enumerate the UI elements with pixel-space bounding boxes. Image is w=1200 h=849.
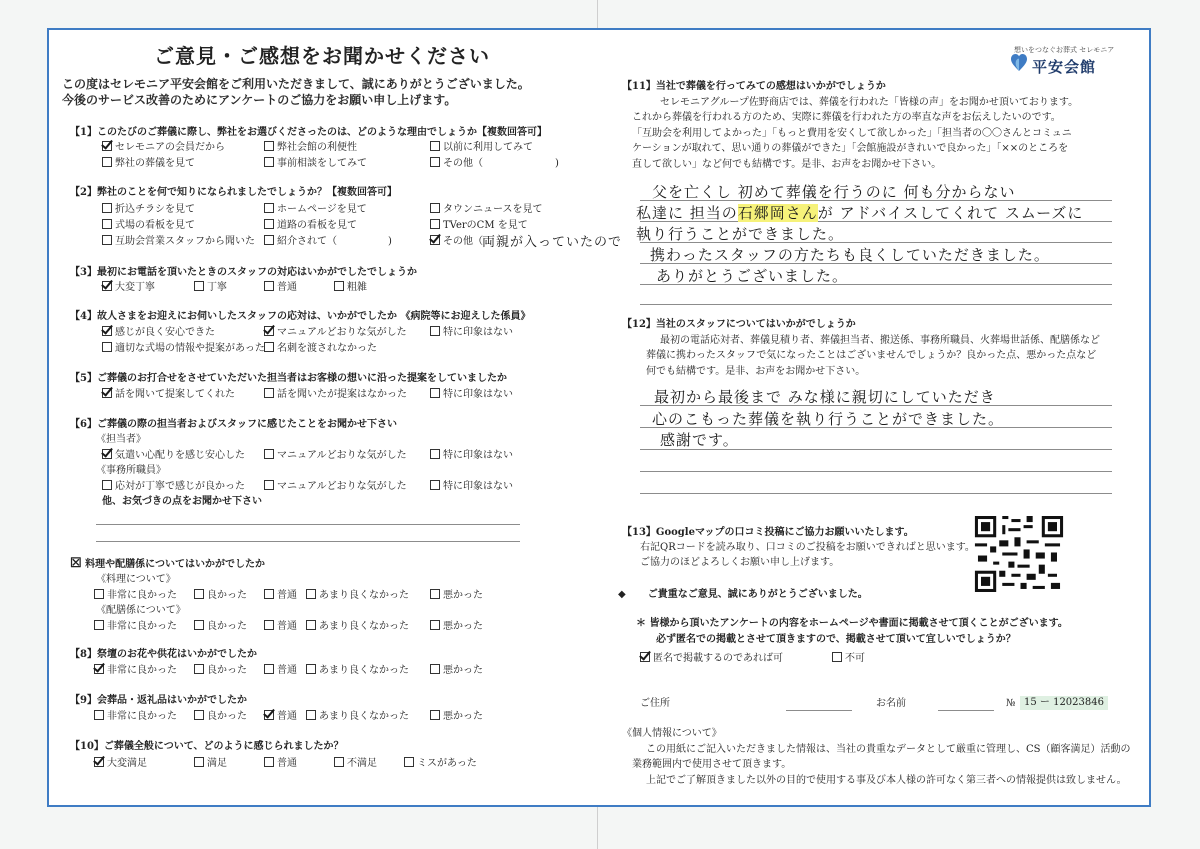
- q6-other-label: 他、お気づきの点をお聞かせ下さい: [102, 496, 262, 507]
- q6-sub-office: 《事務所職員》: [96, 465, 166, 476]
- q7-serving-opt-1[interactable]: 非常に良かった: [94, 620, 177, 634]
- q2-opt-road-sign[interactable]: 道路の看板を見て: [264, 219, 357, 233]
- q3-opt-polite[interactable]: 丁寧: [194, 281, 227, 295]
- q9-opt-3[interactable]: 普通: [264, 710, 297, 724]
- q6-manager-opt-2[interactable]: マニュアルどおりな気がした: [264, 449, 407, 463]
- address-label: ご住所: [640, 698, 670, 709]
- q6-office-opt-1[interactable]: 応対が丁寧で感じが良かった: [102, 480, 245, 494]
- q7-serving-opt-5[interactable]: 悪かった: [430, 620, 483, 634]
- q2-opt-townnews[interactable]: タウンニュースを見て: [430, 203, 543, 217]
- q4-opt-no-card[interactable]: 名刺を渡されなかった: [264, 342, 377, 356]
- page-title: ご意見・ご感想をお聞かせください: [154, 44, 490, 68]
- q11-line-5: 直して欲しい」など何でも結構です。是非、お声をお聞かせ下さい。: [632, 159, 942, 170]
- q12-line-2: 葬儀に携わったスタッフで気になったことはございませんでしょうか？良かった点、悪かった点など: [646, 350, 1097, 361]
- q12-hand-3: 感謝です。: [660, 431, 739, 449]
- q12-hand-2: 心のこもった葬儀を執り行うことができました。: [652, 410, 1005, 428]
- q4-opt-manual[interactable]: マニュアルどおりな気がした: [264, 326, 407, 340]
- q4-opt-venue-info[interactable]: 適切な式場の情報や提案があった: [102, 342, 265, 356]
- q2-title: 【2】弊社のことを何で知りになられましたでしょうか？【複数回答可】: [70, 187, 397, 198]
- q4-opt-reassuring[interactable]: 感じが良く安心できた: [102, 326, 215, 340]
- q11-answer-line-6[interactable]: [640, 304, 1112, 305]
- q13-line-2: ご協力のほどよろしくお願い申し上げます。: [640, 557, 840, 568]
- q11-line-4: ケーションが取れて、思い通りの葬儀ができた」「会館施設がきれいで良かった」「××のところを: [632, 143, 1069, 154]
- q2-opt-homepage[interactable]: ホームページを見て: [264, 203, 367, 217]
- q1-opt-saw-funeral[interactable]: 弊社の葬儀を見て: [102, 157, 195, 171]
- q8-opt-1[interactable]: 非常に良かった: [94, 664, 177, 678]
- q6-answer-line-1[interactable]: [96, 524, 520, 525]
- q7-food-opt-4[interactable]: あまり良くなかった: [306, 589, 409, 603]
- q10-opt-4[interactable]: 不満足: [334, 757, 377, 771]
- q11-hand-2: 私達に 担当の石郷岡さんが アドバイスしてくれて スムーズに: [636, 204, 1084, 222]
- q6-office-opt-3[interactable]: 特に印象はない: [430, 480, 513, 494]
- publish-line-1: ＊ 皆様から頂いたアンケートの内容をホームページや書面に掲載させて頂くことがございます。: [636, 618, 1068, 629]
- q11-line-2: これから葬儀を行われる方のため、実際に葬儀を行われた方の率直な声をお伝えしたいのです。: [632, 112, 1061, 123]
- q10-title: 【10】ご葬儀全般について、どのように感じられましたか？: [70, 741, 344, 752]
- q9-title: 【9】会葬品・返礼品はいかがでしたか: [70, 695, 247, 706]
- q13-title: 【13】Googleマップの口コミ投稿にご協力お願いいたします。: [622, 527, 914, 538]
- q7-food-opt-3[interactable]: 普通: [264, 589, 297, 603]
- q8-title: 【8】祭壇のお花や供花はいかがでしたか: [70, 649, 257, 660]
- privacy-line-2: 業務範囲内で使用させて頂きます。: [632, 759, 792, 770]
- checkbox-checked: [102, 141, 112, 151]
- q7-food-opt-2[interactable]: 良かった: [194, 589, 247, 603]
- q1-opt-member[interactable]: セレモニアの会員だから: [102, 141, 225, 155]
- q6-title: 【6】ご葬儀の際の担当者およびスタッフに感じたことをお聞かせ下さい: [70, 419, 397, 430]
- q12-title: 【12】当社のスタッフについてはいかがでしょうか: [622, 319, 856, 330]
- privacy-title: 《個人情報について》: [622, 728, 722, 739]
- q1-other-close: ): [555, 158, 559, 169]
- address-field[interactable]: [786, 710, 852, 711]
- intro-line-1: この度はセレモニア平安会館をご利用いただきまして、誠にありがとうございました。: [62, 77, 530, 91]
- q12-answer-line-5[interactable]: [640, 493, 1112, 494]
- q8-opt-5[interactable]: 悪かった: [430, 664, 483, 678]
- q2-opt-staff[interactable]: 互助会営業スタッフから聞いた: [102, 235, 255, 249]
- q7-sub-serving: 《配膳係について》: [96, 605, 186, 616]
- q11-hand-5: ありがとうございました。: [656, 267, 849, 285]
- q5-opt-proposed[interactable]: 話を聞いて提案してくれた: [102, 388, 235, 402]
- q3-opt-normal[interactable]: 普通: [264, 281, 297, 295]
- q1-opt-other[interactable]: その他（: [430, 157, 483, 171]
- form-number: 15 ー 12023846: [1020, 696, 1108, 710]
- q12-line-3: 何でも結構です。是非、お声をお聞かせ下さい。: [646, 366, 866, 377]
- q4-opt-no-impression[interactable]: 特に印象はない: [430, 326, 513, 340]
- diamond-icon: ◆: [618, 589, 626, 600]
- publish-opt-no[interactable]: 不可: [832, 652, 865, 666]
- q5-opt-no-impression[interactable]: 特に印象はない: [430, 388, 513, 402]
- q7-serving-opt-4[interactable]: あまり良くなかった: [306, 620, 409, 634]
- q9-opt-1[interactable]: 非常に良かった: [94, 710, 177, 724]
- q2-opt-tver[interactable]: TVerのCM を見て: [430, 219, 528, 233]
- q10-opt-5[interactable]: ミスがあった: [404, 757, 477, 771]
- q6-sub-manager: 《担当者》: [96, 434, 146, 445]
- q11-title: 【11】当社で葬儀を行ってみての感想はいかがでしょうか: [622, 81, 886, 92]
- q7-title: ☒ 料理や配膳係についてはいかがでしたか: [70, 556, 265, 571]
- q2-other-handwritten: 両親が入っていたので: [482, 235, 623, 250]
- q2-opt-flyer[interactable]: 折込チラシを見て: [102, 203, 195, 217]
- publish-line-2: 必ず匿名での掲載とさせて頂きますので、掲載させて頂いて宜しいでしょうか？: [656, 634, 1016, 645]
- heart-logo-icon: [1010, 53, 1028, 73]
- q11-line-1: セレモニアグループ佐野商店では、葬儀を行われた「皆様の声」をお聞かせ頂いております。: [660, 97, 1079, 108]
- q13-line-1: 右記QRコードを読み取り、口コミのご投稿をお願いできればと思います。: [640, 542, 975, 553]
- qr-code-icon[interactable]: [974, 516, 1064, 592]
- q12-hand-1: 最初から最後まで みな様に親切にしていただき: [654, 388, 996, 406]
- q2-opt-other[interactable]: その他（: [430, 235, 483, 249]
- q7-sub-food: 《料理について》: [96, 574, 176, 585]
- q6-manager-opt-1[interactable]: 気遣い心配りを感じ安心した: [102, 449, 245, 463]
- intro-line-2: 今後のサービス改善のためにアンケートのご協力をお願い申し上げます。: [62, 93, 457, 107]
- highlighted-staff-name: 石郷岡さん: [737, 204, 818, 222]
- q10-opt-3[interactable]: 普通: [264, 757, 297, 771]
- q2-opt-referral[interactable]: 紹介されて（: [264, 235, 337, 249]
- q6-answer-line-2[interactable]: [96, 541, 520, 542]
- thanks-line: ◆ ご貴重なご意見、誠にありがとうございました。: [618, 589, 868, 600]
- q7-serving-opt-2[interactable]: 良かった: [194, 620, 247, 634]
- privacy-line-1: この用紙にご記入いただきました情報は、当社の貴重なデータとして厳重に管理し、CS（顧客満足）活動の: [646, 744, 1131, 755]
- q11-line-3: 「互助会を利用してよかった」「もっと費用を安くして欲しかった」「担当者の〇〇さんとコミュニ: [632, 128, 1072, 139]
- name-field[interactable]: [938, 710, 994, 711]
- q12-answer-line-4[interactable]: [640, 471, 1112, 472]
- q12-line-1: 最初の電話応対者、葬儀見積り者、葬儀担当者、搬送係、事務所職員、火葬場世話係、配膳係など: [660, 335, 1100, 346]
- q10-opt-2[interactable]: 満足: [194, 757, 227, 771]
- q8-opt-4[interactable]: あまり良くなかった: [306, 664, 409, 678]
- logo-subtitle: 想いをつなぐお葬式 セレモニア: [1014, 46, 1115, 54]
- q1-opt-used-before[interactable]: 以前に利用してみて: [430, 141, 533, 155]
- q7-food-opt-5[interactable]: 悪かった: [430, 589, 483, 603]
- q1-opt-consultation[interactable]: 事前相談をしてみて: [264, 157, 367, 171]
- publish-opt-yes[interactable]: 匿名で掲載するのであれば可: [640, 652, 783, 666]
- q1-opt-convenience[interactable]: 弊社会館の利便性: [264, 141, 357, 155]
- q7-food-opt-1[interactable]: 非常に良かった: [94, 589, 177, 603]
- number-label: №: [1006, 698, 1016, 709]
- q9-opt-5[interactable]: 悪かった: [430, 710, 483, 724]
- q2-referral-close: ): [388, 236, 392, 247]
- q6-manager-opt-3[interactable]: 特に印象はない: [430, 449, 513, 463]
- q8-opt-2[interactable]: 良かった: [194, 664, 247, 678]
- q11-hand-3: 執り行うことができました。: [636, 225, 845, 243]
- q6-office-opt-2[interactable]: マニュアルどおりな気がした: [264, 480, 407, 494]
- q1-title: 【1】このたびのご葬儀に際し、弊社をお選びくださったのは、どのような理由でしょうか【複数回答可】: [70, 127, 547, 138]
- asterisk-icon: ＊: [636, 618, 646, 629]
- q5-opt-no-proposal[interactable]: 話を聞いたが提案はなかった: [264, 388, 407, 402]
- q11-hand-1: 父を亡くし 初めて葬儀を行うのに 何も分からない: [652, 183, 1016, 201]
- q3-title: 【3】最初にお電話を頂いたときのスタッフの対応はいかがでしたでしょうか: [70, 267, 417, 278]
- q8-opt-3[interactable]: 普通: [264, 664, 297, 678]
- q9-opt-4[interactable]: あまり良くなかった: [306, 710, 409, 724]
- logo-name: 平安会館: [1032, 58, 1097, 76]
- privacy-line-3: 上記でご了解頂きました以外の目的で使用する事及び本人様の許可なく第三者への情報提供は致しません。: [646, 775, 1127, 786]
- q11-hand-4: 携わったスタッフの方たちも良くしていただきました。: [650, 246, 1050, 264]
- q9-opt-2[interactable]: 良かった: [194, 710, 247, 724]
- q2-opt-venue-sign[interactable]: 式場の看板を見て: [102, 219, 195, 233]
- q10-opt-1[interactable]: 大変満足: [94, 757, 147, 771]
- q3-opt-very-polite[interactable]: 大変丁寧: [102, 281, 155, 295]
- q5-title: 【5】ご葬儀のお打合せをさせていただいた担当者はお客様の想いに沿った提案をしていましたか: [70, 373, 507, 384]
- name-label: お名前: [876, 698, 906, 709]
- q3-opt-rough[interactable]: 粗雑: [334, 281, 367, 295]
- q4-title: 【4】故人さまをお迎えにお伺いしたスタッフの応対は、いかがでしたか 《病院等にお迎えした係員》: [70, 311, 531, 322]
- q7-serving-opt-3[interactable]: 普通: [264, 620, 297, 634]
